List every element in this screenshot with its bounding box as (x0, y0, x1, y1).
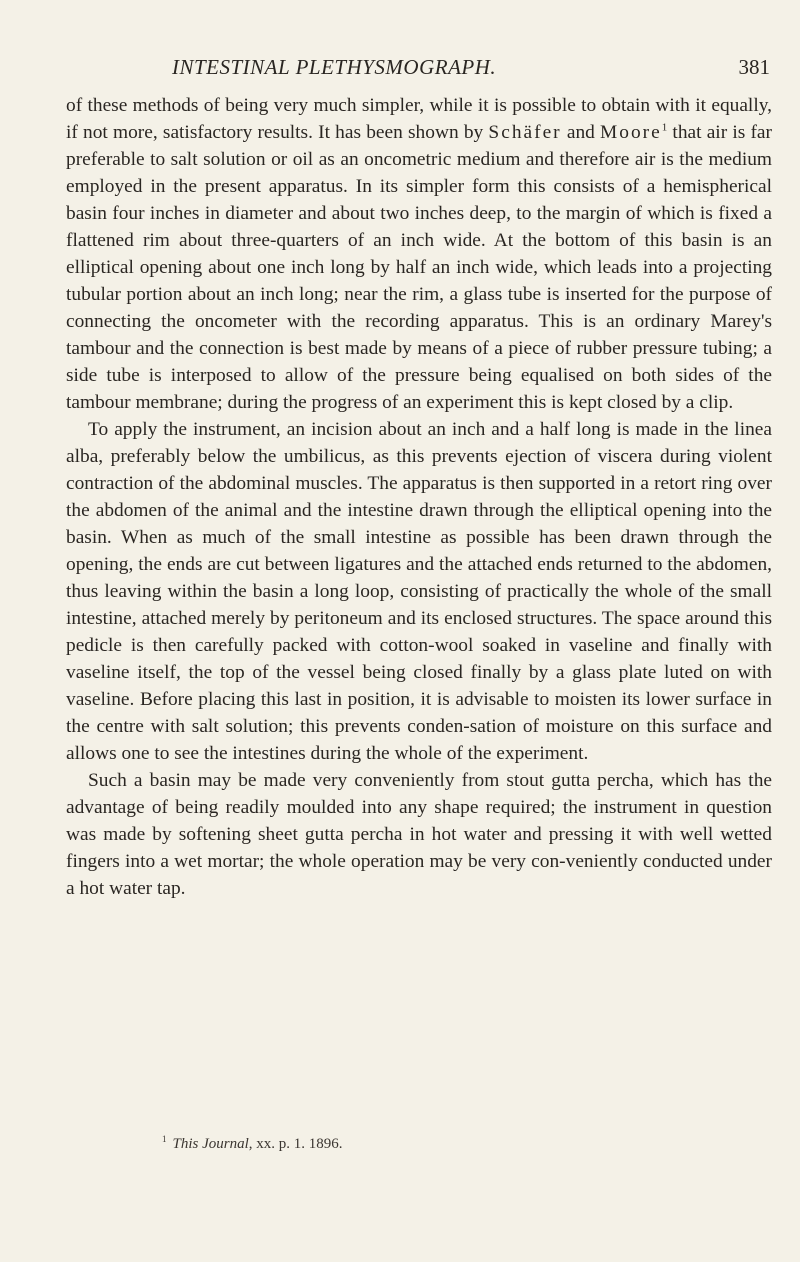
running-head (66, 55, 770, 89)
author-and: and (561, 122, 601, 143)
body-text (66, 92, 772, 902)
author-name-schafer: Schäfer (488, 122, 562, 143)
running-title: INTESTINAL PLETHYSMOGRAPH. (172, 55, 497, 79)
footnote-reference: 1 (661, 121, 668, 134)
footnote-citation: , xx. p. 1. 1896. (248, 1136, 343, 1152)
paragraph-1-text-b: that air is far preferable to salt solution or oil as an oncometric medium and therefore air is the medium employed in the present apparatus. In its simpler form this consists of a hemispherical basin four inches in diameter and about two inches deep, to the margin of which is fixed a flattened rim about three-quarters of an inch wide. At the bottom of this basin is an elliptical opening about one inch long by half an inch wide, which leads into a projecting tubular portion about an inch long; near the rim, a glass tube is inserted for the purpose of connecting the oncometer with the recording apparatus. This is an ordinary Marey's tambour and the connection is best made by means of a piece of rubber pressure tubing; a side tube is interposed to allow of the pressure being equalised on both sides of the tambour membrane; during the progress of an experiment this is kept closed by a clip. (66, 122, 772, 413)
paragraph-3: Such a basin may be made very conveniently from stout gutta percha, which has the advantage of being readily moulded into any shape required; the instrument in question was made by softening sheet gutta percha in hot water and pressing it with well wetted fingers into a wet mortar; the whole operation may be very con-veniently conducted under a hot water tap. (66, 770, 772, 899)
footnote-mark: 1 (162, 1134, 167, 1144)
author-name-moore: Moore (600, 122, 662, 143)
paragraph-1 (66, 92, 772, 416)
footnote-journal: This Journal (172, 1136, 249, 1152)
footnote (162, 1134, 343, 1154)
paragraph-1-text-a: of these methods of being very much simpler, while it is possible to obtain with it equally, if not more, satisfactory results. It has been shown by (66, 95, 772, 143)
paragraph-2: To apply the instrument, an incision about an inch and a half long is made in the linea alba, preferably below the umbilicus, as this prevents ejection of viscera during violent contraction of the abdominal muscles. The apparatus is then supported in a retort ring over the abdomen of the animal and the intestine drawn through the elliptical opening into the basin. When as much of the small intestine as possible has been drawn through the opening, the ends are cut between ligatures and the attached ends returned to the abdomen, thus leaving within the basin a long loop, consisting of practically the whole of the small intestine, attached merely by peritoneum and its enclosed structures. The space around this pedicle is then carefully packed with cotton-wool soaked in vaseline and finally with vaseline itself, the top of the vessel being closed finally by a glass plate luted on with vaseline. Before placing this last in position, it is advisable to moisten its lower surface in the centre with salt solution; this prevents conden-sation of moisture on this surface and allows one to see the intestines during the whole of the experiment. (66, 419, 772, 764)
page-number: 381 (738, 55, 770, 79)
